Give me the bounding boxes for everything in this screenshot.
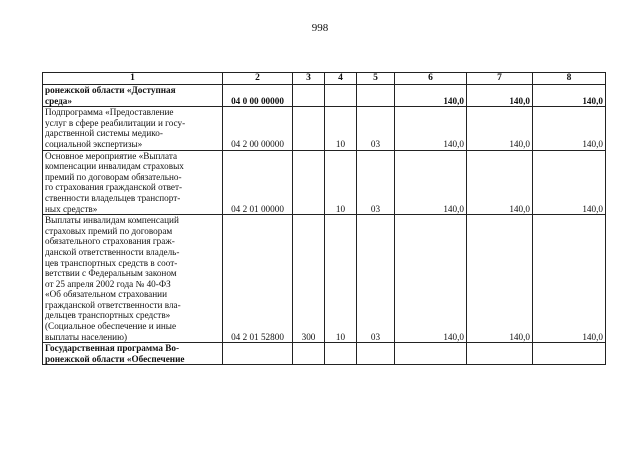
row-code: 04 2 00 00000 [223,107,293,150]
table-row [43,107,606,150]
header-row [43,73,606,85]
table-row [43,343,606,365]
row-name: Основное мероприятие «Выплата компенсации инвалидам страховых премий по договорам обязательно- го страхования гражданской ответ- ственности владельцев транспорт- ных средств» [43,150,223,215]
row-value-2: 140,0 [467,107,533,150]
header-col-8: 8 [533,73,606,85]
row-rz [325,85,357,107]
row-value-3: 140,0 [533,150,606,215]
row-code: 04 2 01 52800 [223,215,293,343]
row-name: ронежской области «Доступная среда» [43,85,223,107]
header-col-2: 2 [223,73,293,85]
row-pr: 03 [357,107,395,150]
header-col-6: 6 [395,73,467,85]
row-pr: 03 [357,215,395,343]
row-pr [357,343,395,365]
table-row [43,150,606,215]
row-value-3 [533,343,606,365]
row-value-1: 140,0 [395,107,467,150]
row-name: Выплаты инвалидам компенсаций страховых премий по договорам обязательного страхования граж- данской ответственности владель- цев транспортных средств в соот- ветствии с Федеральным законом от 25 апреля 2002 года № 40-ФЗ «Об обязательном страховании гражданской ответственности вла- дельцев транспортных средств» (Социальное обеспечение и иные выплаты населению) [43,215,223,343]
header-col-3: 3 [293,73,325,85]
page-number: 998 [311,22,329,34]
row-vr [293,107,325,150]
row-vr [293,150,325,215]
row-value-2 [467,343,533,365]
row-vr [293,85,325,107]
row-value-2: 140,0 [467,215,533,343]
budget-table [42,72,606,365]
row-value-3: 140,0 [533,215,606,343]
row-value-3: 140,0 [533,85,606,107]
row-value-2: 140,0 [467,150,533,215]
row-rz: 10 [325,150,357,215]
row-pr: 03 [357,150,395,215]
row-pr [357,85,395,107]
row-vr [293,343,325,365]
header-col-1: 1 [43,73,223,85]
table-row [43,85,606,107]
header-col-5: 5 [357,73,395,85]
row-code: 04 2 01 00000 [223,150,293,215]
row-rz: 10 [325,107,357,150]
header-col-7: 7 [467,73,533,85]
row-vr: 300 [293,215,325,343]
row-code: 04 0 00 00000 [223,85,293,107]
row-value-3: 140,0 [533,107,606,150]
row-value-1: 140,0 [395,215,467,343]
row-code [223,343,293,365]
header-col-4: 4 [325,73,357,85]
row-value-1: 140,0 [395,150,467,215]
row-value-1 [395,343,467,365]
table-row [43,215,606,343]
row-name: Подпрограмма «Предоставление услуг в сфере реабилитации и госу- дарственной системы медико- социальной экспертизы» [43,107,223,150]
row-name: Государственная программа Во- ронежской области «Обеспечение [43,343,223,365]
row-rz [325,343,357,365]
row-rz: 10 [325,215,357,343]
row-value-2: 140,0 [467,85,533,107]
row-value-1: 140,0 [395,85,467,107]
